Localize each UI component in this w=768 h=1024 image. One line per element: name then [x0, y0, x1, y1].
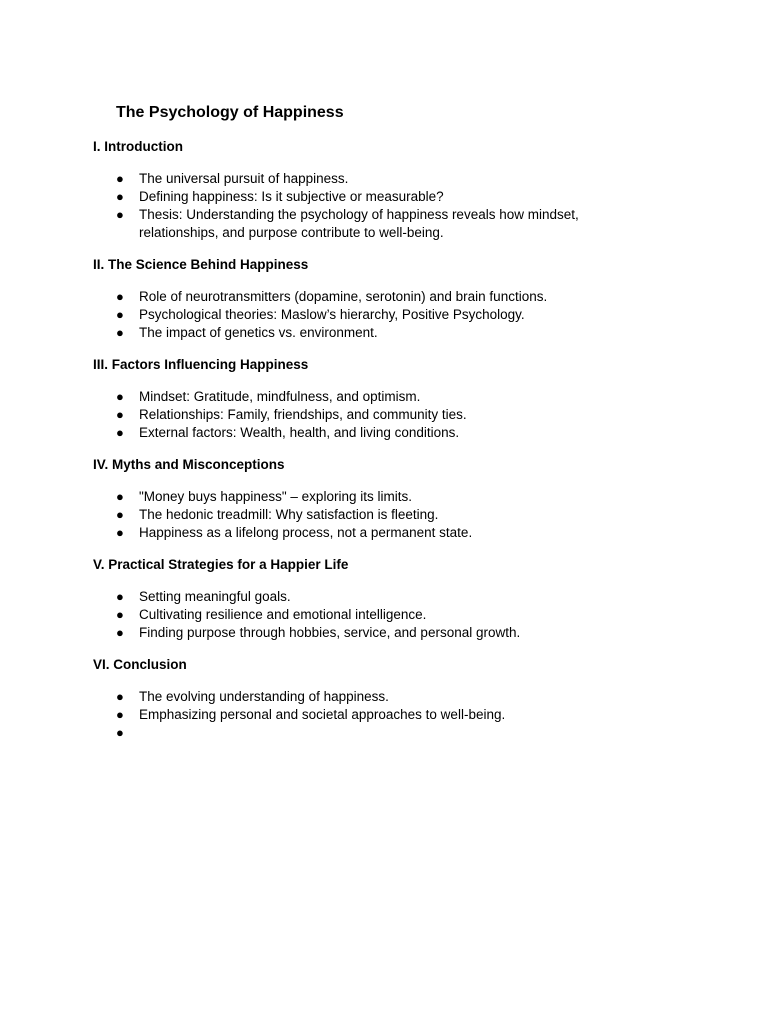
- bullet-list: [93, 588, 653, 642]
- section-science: [93, 256, 653, 342]
- section-introduction: [93, 138, 653, 242]
- bullet-icon: ●: [116, 607, 124, 622]
- list-item: [93, 206, 653, 242]
- bullet-icon: ●: [116, 407, 124, 422]
- bullet-icon: ●: [116, 625, 124, 640]
- list-item: [93, 424, 653, 442]
- list-item: [93, 324, 653, 342]
- bullet-icon: ●: [116, 589, 124, 604]
- list-item-text: Defining happiness: Is it subjective or measurable?: [139, 189, 444, 204]
- list-item-text: Happiness as a lifelong process, not a permanent state.: [139, 525, 473, 540]
- list-item-text: External factors: Wealth, health, and living conditions.: [139, 425, 460, 440]
- list-item-text: Emphasizing personal and societal approaches to well-being.: [139, 707, 506, 722]
- list-item-text: The universal pursuit of happiness.: [139, 171, 349, 186]
- section-heading: I. Introduction: [93, 139, 183, 154]
- list-item-text: Relationships: Family, friendships, and community ties.: [139, 407, 467, 422]
- list-item: [93, 606, 653, 624]
- list-item: [93, 706, 653, 724]
- bullet-list: [93, 170, 653, 242]
- list-item-text: Psychological theories: Maslow’s hierarchy, Positive Psychology.: [139, 307, 525, 322]
- section-heading: VI. Conclusion: [93, 657, 187, 672]
- section-strategies: [93, 556, 653, 642]
- list-item: [93, 488, 653, 506]
- bullet-icon: ●: [116, 325, 124, 340]
- section-heading: III. Factors Influencing Happiness: [93, 357, 309, 372]
- bullet-icon: ●: [116, 189, 124, 204]
- list-item: [93, 688, 653, 706]
- list-item-text: Role of neurotransmitters (dopamine, serotonin) and brain functions.: [139, 289, 548, 304]
- list-item-text: The impact of genetics vs. environment.: [139, 325, 378, 340]
- list-item-text: Cultivating resilience and emotional intelligence.: [139, 607, 427, 622]
- list-item-text: Thesis: Understanding the psychology of happiness reveals how mindset, relationships, and purpose contribute to well-being.: [139, 207, 579, 240]
- list-item-text: Setting meaningful goals.: [139, 589, 291, 604]
- list-item: [93, 624, 653, 642]
- bullet-icon: ●: [116, 171, 124, 186]
- bullet-icon: ●: [116, 525, 124, 540]
- list-item: [93, 188, 653, 206]
- list-item-text: The hedonic treadmill: Why satisfaction is fleeting.: [139, 507, 439, 522]
- list-item: [93, 406, 653, 424]
- bullet-list: [93, 388, 653, 442]
- list-item: [93, 724, 653, 742]
- list-item: [93, 388, 653, 406]
- section-conclusion: [93, 656, 653, 742]
- section-myths: [93, 456, 653, 542]
- bullet-icon: ●: [116, 389, 124, 404]
- list-item: [93, 506, 653, 524]
- bullet-icon: ●: [116, 507, 124, 522]
- list-item-text: Finding purpose through hobbies, service, and personal growth.: [139, 625, 521, 640]
- list-item: [93, 288, 653, 306]
- bullet-list: [93, 688, 653, 742]
- section-factors: [93, 356, 653, 442]
- section-heading: V. Practical Strategies for a Happier Life: [93, 557, 349, 572]
- bullet-list: [93, 488, 653, 542]
- document-title: The Psychology of Happiness: [116, 104, 344, 121]
- list-item-text: "Money buys happiness" – exploring its limits.: [139, 489, 412, 504]
- list-item: [93, 524, 653, 542]
- bullet-icon: ●: [116, 425, 124, 440]
- bullet-icon: ●: [116, 307, 124, 322]
- bullet-icon: ●: [116, 689, 124, 704]
- bullet-icon: ●: [116, 489, 124, 504]
- list-item: [93, 170, 653, 188]
- list-item-text: Mindset: Gratitude, mindfulness, and optimism.: [139, 389, 421, 404]
- list-item: [93, 588, 653, 606]
- section-heading: IV. Myths and Misconceptions: [93, 457, 285, 472]
- bullet-list: [93, 288, 653, 342]
- bullet-icon: ●: [116, 289, 124, 304]
- list-item-text: The evolving understanding of happiness.: [139, 689, 389, 704]
- bullet-icon: ●: [116, 207, 124, 222]
- section-heading: II. The Science Behind Happiness: [93, 257, 309, 272]
- bullet-icon: ●: [116, 707, 124, 722]
- bullet-icon: ●: [116, 725, 124, 740]
- list-item: [93, 306, 653, 324]
